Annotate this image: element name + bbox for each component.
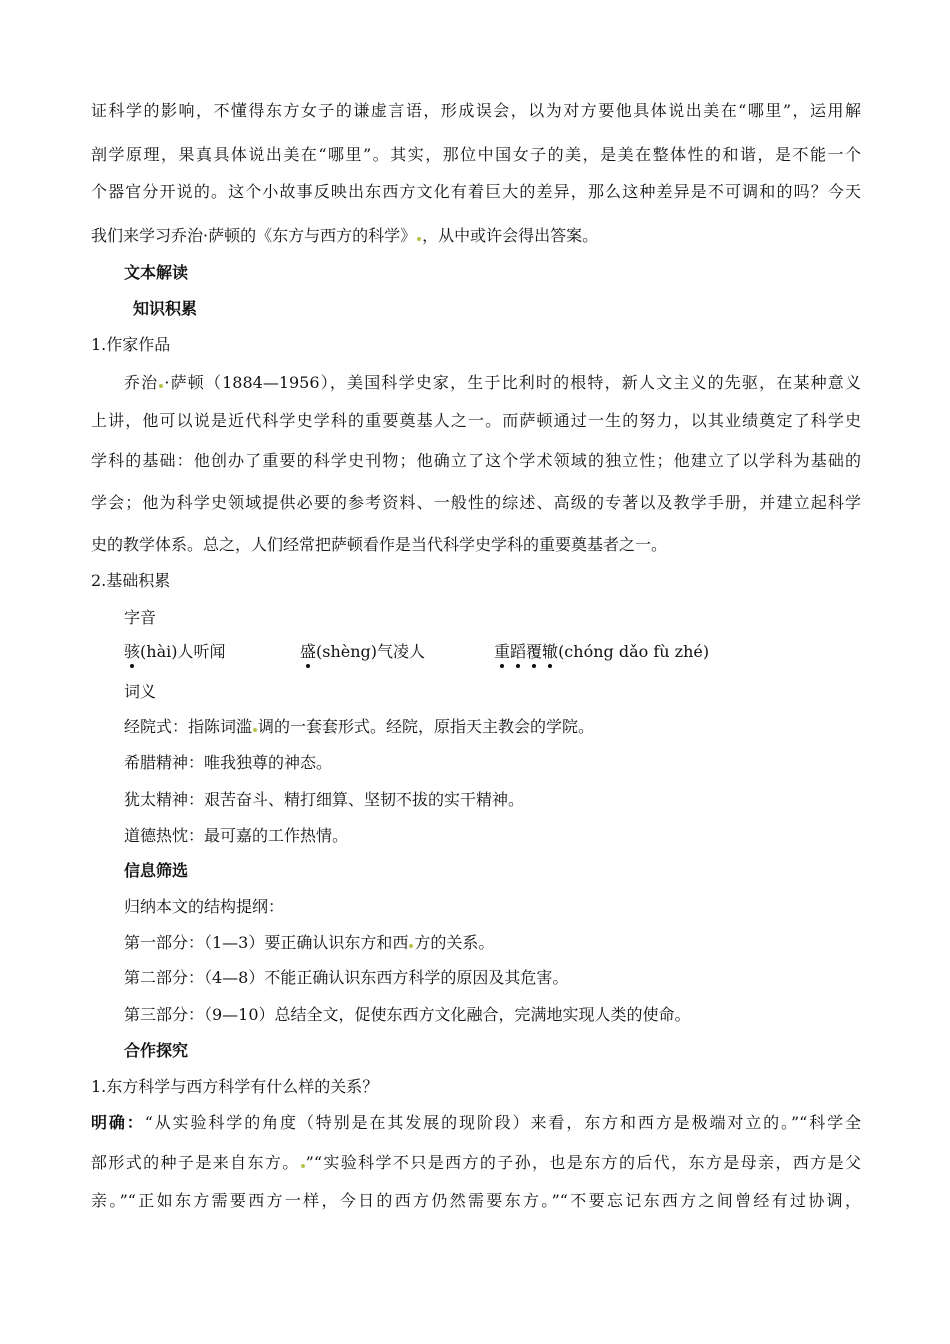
dotted-char: 重 (494, 642, 511, 661)
scan-speck (417, 237, 421, 241)
answer-line-1 (91, 1113, 861, 1133)
structure-intro: 归纳本文的结构提纲： (124, 897, 285, 916)
heading-text-reading: 文本解读 (124, 263, 189, 282)
dotted-char: 盛 (300, 642, 317, 661)
word-rest: 人听闻 (177, 642, 226, 661)
question-1: 1.东方科学与西方科学有什么样的关系？ (91, 1077, 379, 1096)
word-rest: 气凌人 (377, 642, 426, 661)
vocab-item-2: 希腊精神：唯我独尊的神态。 (124, 753, 333, 772)
pronunciation-item-1 (124, 642, 225, 662)
pinyin: (hài) (140, 642, 178, 661)
author-line-1 (124, 373, 861, 393)
scan-speck (159, 384, 163, 388)
intro-line-4-tail: ，从中或许会得出答案。 (422, 226, 599, 245)
structure-part-2: 第二部分：（4—8）不能正确认识东西方科学的原因及其危害。 (124, 968, 569, 987)
pronunciation-item-3 (494, 642, 709, 662)
pinyin: (shèng) (316, 642, 378, 661)
answer-line-2 (91, 1153, 861, 1173)
intro-line-4 (91, 226, 861, 246)
author-line-4: 学会；他为科学史领域提供必要的参考资料、一般性的综述、高级的专著以及教学手册，并建立起科学 (91, 493, 861, 512)
answer-line-2-tail: ”“实验科学不只是西方的子孙，也是东方的后代，东方是母亲，西方是父 (305, 1153, 861, 1172)
pronunciation-heading: 字音 (124, 608, 157, 627)
scan-speck (301, 1164, 305, 1168)
vocab-item-4: 道德热忱：最可嘉的工作热情。 (124, 826, 349, 845)
vocab-item-1-tail: 调的一套套形式。经院，原指天主教会的学院。 (258, 717, 595, 736)
intro-line-1: 证科学的影响，不懂得东方女子的谦虚言语，形成误会，以为对方要他具体说出美在“哪里”，运用解 (91, 101, 861, 120)
pinyin: (chóng dǎo fù zhé) (558, 642, 710, 661)
dotted-char: 覆 (526, 642, 543, 661)
vocab-item-1 (124, 717, 861, 737)
vocab-heading: 词义 (124, 682, 157, 701)
answer-label: 明确： (91, 1113, 145, 1132)
structure-part-1-tail: 方的关系。 (414, 933, 495, 952)
structure-part-1-head: 第一部分：（1—3）要正确认识东方和西 (124, 933, 409, 952)
intro-line-3: 个器官分开说的。这个小故事反映出东西方文化有着巨大的差异，那么这种差异是不可调和的吗？今天 (91, 182, 861, 201)
heading-knowledge: 知识积累 (133, 299, 198, 318)
vocab-item-1-head: 经院式：指陈词滥 (124, 717, 253, 736)
dotted-char: 蹈 (510, 642, 527, 661)
author-heading: 1.作家作品 (91, 335, 171, 354)
dotted-char: 骇 (124, 642, 141, 661)
heading-cooperation: 合作探究 (124, 1041, 189, 1060)
answer-line-2-head: 部形式的种子是来自东方。 (91, 1153, 300, 1172)
answer-line-3: 亲。”“正如东方需要西方一样，今日的西方仍然需要东方。”“不要忘记东西方之间曾经有过协调， (91, 1191, 861, 1210)
basics-heading: 2.基础积累 (91, 571, 171, 590)
vocab-item-3: 犹太精神：艰苦奋斗、精打细算、坚韧不拔的实干精神。 (124, 790, 525, 809)
structure-part-1 (124, 933, 861, 953)
heading-info-filter: 信息筛选 (124, 861, 189, 880)
author-line-1-name: 乔治 (124, 373, 159, 392)
pronunciation-item-2 (300, 642, 425, 662)
dotted-char: 辙 (542, 642, 559, 661)
answer-line-1-text: “从实验科学的角度（特别是在其发展的现阶段）来看，东方和西方是极端对立的。”“科学全 (144, 1113, 861, 1132)
intro-line-4-text: 我们来学习乔治·萨顿的《东方与西方的科学》 (91, 226, 417, 245)
intro-line-2: 剖学原理，果真具体说出美在“哪里”。其实，那位中国女子的美，是美在整体性的和谐，是不能一个 (91, 145, 861, 164)
author-line-2: 上讲，他可以说是近代科学史学科的重要奠基人之一。而萨顿通过一生的努力，以其业绩奠定了科学史 (91, 411, 861, 430)
structure-part-3: 第三部分：（9—10）总结全文，促使东西方文化融合，完满地实现人类的使命。 (124, 1005, 691, 1024)
author-line-5: 史的教学体系。总之，人们经常把萨顿看作是当代科学史学科的重要奠基者之一。 (91, 535, 668, 554)
scan-speck (253, 728, 257, 732)
author-line-3: 学科的基础：他创办了重要的科学史刊物；他确立了这个学术领域的独立性；他建立了以学科为基础的 (91, 451, 861, 470)
author-line-1-text: ·萨顿（1884—1956），美国科学史家，生于比利时的根特，新人文主义的先驱，在某种意义 (164, 373, 861, 392)
scan-speck (409, 944, 413, 948)
